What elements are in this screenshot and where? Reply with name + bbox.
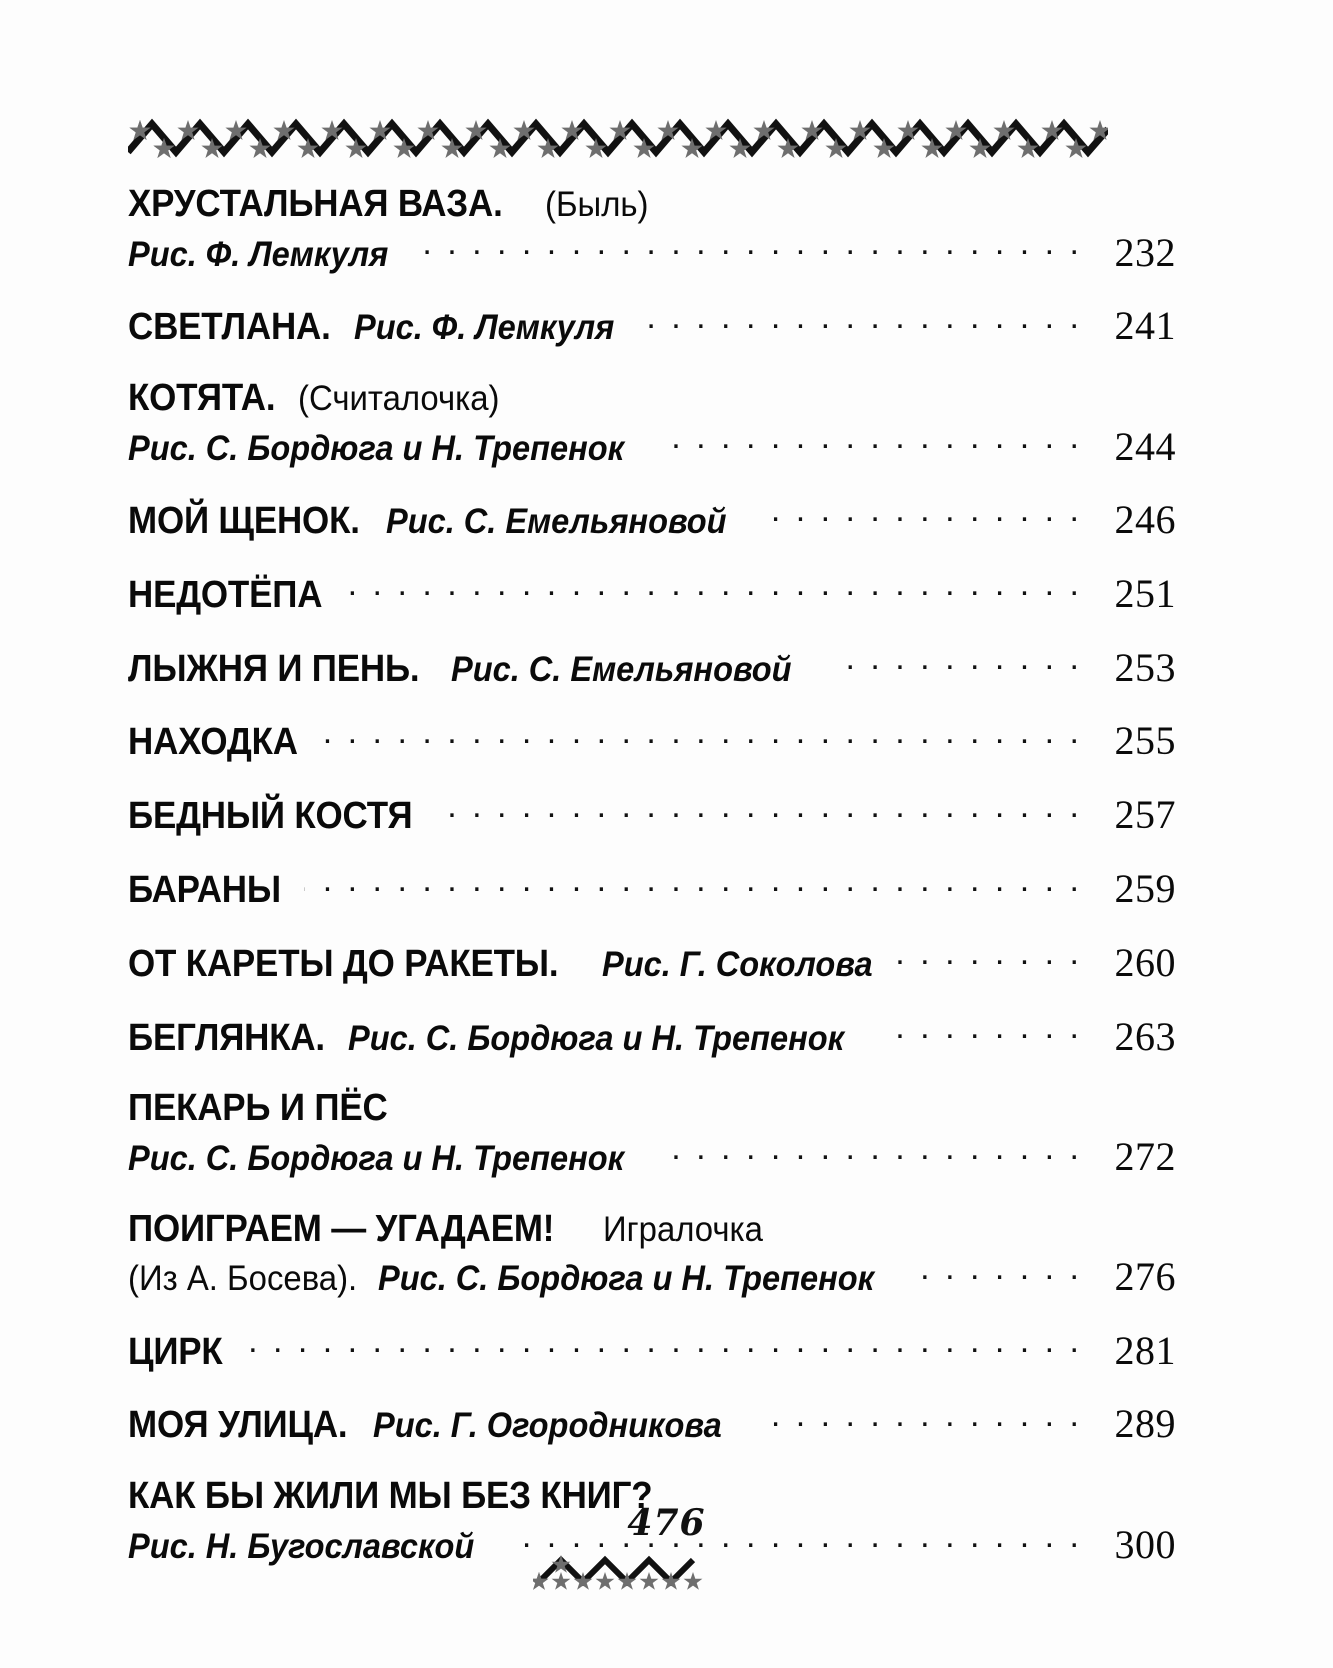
toc-entry-subtitle: Игралочка (603, 1209, 764, 1249)
toc-entry[interactable] (128, 717, 1176, 765)
dot-leader (757, 1421, 1082, 1437)
bottom-zigzag-star-ornament (533, 1552, 703, 1592)
toc-entry-title: ОТ КАРЕТЫ ДО РАКЕТЫ. (128, 942, 559, 985)
toc-entry-page: 289 (1114, 1401, 1176, 1447)
toc-entry-page: 259 (1114, 866, 1176, 911)
toc-entry-credit: Рис. С. Емельяновой (385, 501, 727, 541)
toc-entry-title-line (128, 376, 1176, 421)
toc-entry-page: 253 (1114, 644, 1176, 690)
dot-leader (418, 250, 1082, 266)
toc-entry-title-line (128, 1207, 1176, 1252)
dot-leader (447, 812, 1082, 828)
dot-leader (644, 323, 1082, 339)
dot-leader (304, 886, 1082, 902)
toc-entry-credit-line (128, 1133, 1176, 1180)
toc-entry[interactable] (128, 570, 1176, 618)
toc-entry[interactable] (128, 1400, 1176, 1448)
toc-entry-page: 281 (1114, 1327, 1176, 1373)
toc-entry-line (128, 1013, 1176, 1061)
toc-entry[interactable] (128, 302, 1176, 350)
toc-entry[interactable] (128, 939, 1176, 987)
toc-entry[interactable] (128, 376, 1176, 470)
toc-entry-line (128, 791, 1176, 839)
toc-entry-title: КОТЯТА. (128, 376, 276, 419)
toc-entry-credit: Рис. Г. Соколова (601, 944, 873, 984)
toc-entry-credit-line (128, 1253, 1176, 1300)
toc-entry[interactable] (128, 1327, 1176, 1375)
toc-entry-line (128, 1327, 1176, 1375)
toc-entry-line (128, 717, 1176, 765)
dot-leader (884, 1034, 1082, 1050)
toc-entry-credit-prefix: (Из А. Босева). (128, 1259, 358, 1299)
toc-entry-title: НАХОДКА (128, 721, 298, 764)
toc-entry-page: 272 (1114, 1134, 1176, 1180)
toc-entry-credit: Рис. С. Бордюга и Н. Трепенок (377, 1259, 874, 1299)
toc-entry-title: МОЙ ЩЕНОК. (128, 499, 360, 542)
toc-entry-line (128, 496, 1176, 544)
toc-entry[interactable] (128, 496, 1176, 544)
toc-entry-page: 276 (1114, 1254, 1176, 1300)
toc-entry-page: 255 (1114, 718, 1176, 764)
toc-entry-page: 300 (1114, 1522, 1176, 1567)
dot-leader (827, 665, 1082, 681)
toc-entry-line (128, 1400, 1176, 1448)
toc-entry-credit: Рис. С. Емельяновой (450, 649, 792, 689)
toc-entry-page: 263 (1114, 1013, 1176, 1059)
top-zigzag-star-ornament (128, 112, 1108, 164)
toc-entry-title: ПОИГРАЕМ — УГАДАЕМ! (128, 1207, 555, 1250)
toc-entry-line (128, 939, 1176, 987)
toc-entry[interactable] (128, 1013, 1176, 1061)
toc-entry-page: 246 (1114, 496, 1176, 542)
toc-entry-title: ЛЫЖНЯ И ПЕНЬ. (128, 647, 420, 690)
toc-entry-page: 257 (1114, 792, 1176, 838)
toc-entry-line (128, 302, 1176, 350)
toc-entry-page: 244 (1114, 423, 1176, 469)
toc-entry[interactable] (128, 865, 1176, 913)
toc-entry[interactable] (128, 791, 1176, 839)
dot-leader (754, 517, 1082, 533)
toc-entry-credit: Рис. С. Бордюга и Н. Трепенок (128, 1139, 625, 1179)
toc-entry-title: БЕГЛЯНКА. (128, 1016, 325, 1059)
page-folio-number: 476 (627, 1502, 706, 1544)
dot-leader (241, 1348, 1082, 1364)
toc-entry-line (128, 644, 1176, 692)
toc-entry-credit: Рис. С. Бордюга и Н. Трепенок (128, 428, 625, 468)
dot-leader (895, 960, 1082, 976)
dot-leader (341, 591, 1082, 607)
toc-entry-title: БЕДНЫЙ КОСТЯ (128, 795, 413, 838)
toc-entry-title: БАРАНЫ (128, 869, 281, 911)
toc-entry-credit-line (128, 423, 1176, 470)
toc-entry[interactable] (128, 644, 1176, 692)
toc-entry[interactable] (128, 1086, 1176, 1180)
toc-entry-credit: Рис. Н. Бугославской (128, 1527, 475, 1566)
toc-entry[interactable] (128, 1207, 1176, 1301)
toc-entry-title: ПЕКАРЬ И ПЁС (128, 1087, 388, 1130)
toc-entry-page: 241 (1114, 303, 1176, 349)
toc-entry-credit: Рис. Ф. Лемкуля (354, 308, 615, 348)
toc-entry-page: 260 (1114, 939, 1176, 985)
dot-leader (672, 1154, 1083, 1170)
toc-entry-page: 232 (1114, 229, 1176, 275)
toc-entry-title-line (128, 1086, 1176, 1131)
toc-entry-line (128, 865, 1176, 913)
toc-entry-title: ХРУСТАЛЬНАЯ ВАЗА. (128, 183, 503, 225)
toc-entry-credit: Рис. Ф. Лемкуля (128, 234, 389, 274)
dot-leader (323, 738, 1082, 754)
dot-leader (913, 1274, 1082, 1290)
toc-entry-title: ЦИРК (128, 1330, 223, 1373)
toc-entry-subtitle: (Быль) (545, 185, 649, 224)
dot-leader (672, 444, 1083, 460)
toc-entry-credit: Рис. Г. Огородникова (372, 1406, 722, 1446)
toc-entry-credit: Рис. С. Бордюга и Н. Трепенок (348, 1018, 845, 1058)
toc-entry-title: НЕДОТЁПА (128, 573, 323, 616)
toc-entry-title: КАК БЫ ЖИЛИ МЫ БЕЗ КНИГ? (128, 1475, 653, 1518)
toc-entry-page: 251 (1114, 570, 1176, 616)
toc-entry-title: МОЯ УЛИЦА. (128, 1404, 348, 1447)
toc-entry-credit-line (128, 229, 1176, 276)
toc-entry-line (128, 570, 1176, 618)
toc-entry-subtitle: (Считалочка) (298, 378, 500, 418)
toc-entry[interactable] (128, 182, 1176, 276)
toc-entry-title-line (128, 182, 1176, 227)
table-of-contents (128, 182, 1176, 1594)
toc-entry-title: СВЕТЛАНА. (128, 306, 331, 349)
